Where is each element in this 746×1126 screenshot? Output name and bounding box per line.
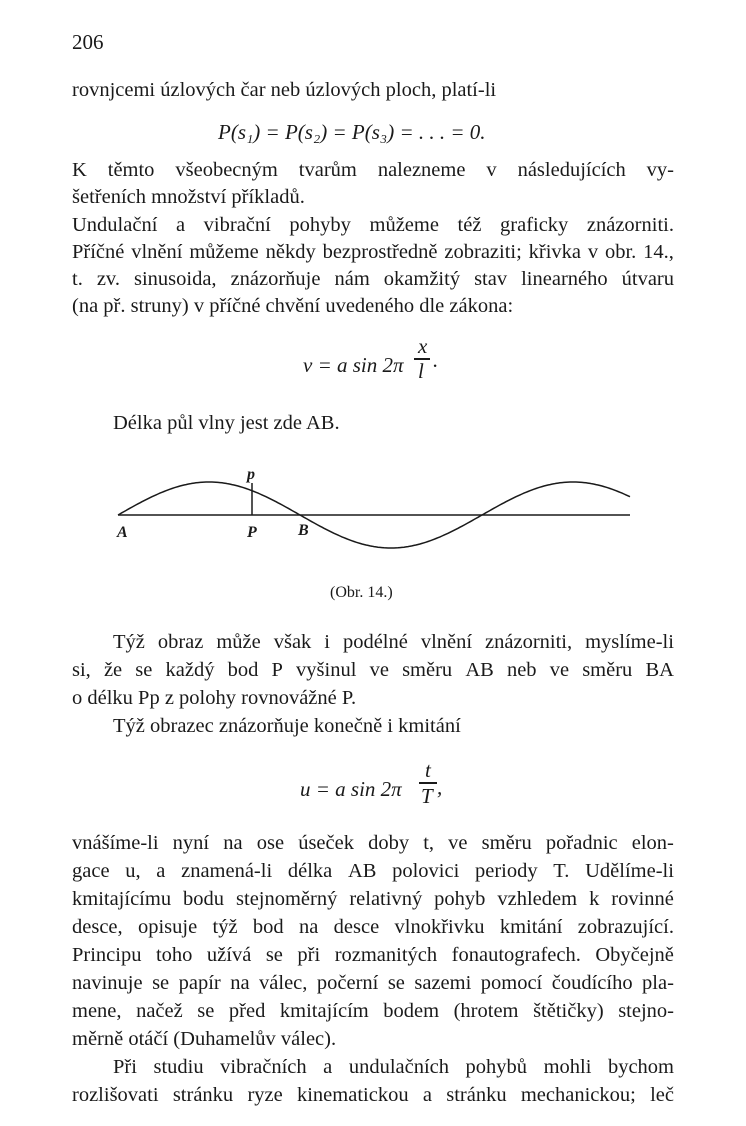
text-line-8: Délka půl vlny jest zde AB. (113, 412, 340, 434)
equation-3-numerator: t (425, 758, 431, 782)
text-line-3: šetřeních množství příkladů. (72, 186, 305, 208)
text-line-5: Příčné vlnění můžeme někdy bezprostředně zobraziti; křivka v obr. 14., (72, 241, 674, 263)
page-number: 206 (72, 30, 104, 54)
text-line-4: Undulační a vibrační pohyby můžeme též graficky znázorniti. (72, 214, 674, 236)
figure-label-P: P (247, 524, 257, 541)
equation-3-lhs: u = a sin 2π (300, 777, 402, 801)
text-line-12: Týž obrazec znázorňuje konečně i kmitání (113, 715, 461, 737)
text-line-16: desce, opisuje týž bod na desce vlnokřivku kmitání zobrazující. (72, 916, 674, 938)
equation-2-denominator: l (418, 359, 424, 383)
equation-3-denominator: T (421, 784, 433, 808)
text-line-20: měrně otáčí (Duhamelův válec). (72, 1028, 337, 1050)
text-line-1: rovnjcemi úzlových čar neb úzlových ploch, platí-li (72, 79, 497, 101)
text-line-9: Týž obraz může však i podélné vlnění znázorniti, myslíme-li (113, 631, 674, 653)
equation-2-end: . (433, 348, 439, 372)
figure-label-A: A (117, 524, 128, 541)
text-line-13: vnášíme-li nyní na ose úseček doby t, ve směru pořadnic elon- (72, 832, 674, 854)
text-line-10: si, že se každý bod P vyšinul ve směru AB neb ve směru BA (72, 659, 674, 681)
text-line-21: Při studiu vibračních a undulačních pohybů mohli bychom (113, 1056, 674, 1078)
figure-label-p: p (247, 466, 255, 483)
text-line-6: t. zv. sinusoida, znázorňuje nám okamžitý stav linearného útvaru (72, 268, 674, 290)
equation-2-lhs: v = a sin 2π (303, 353, 404, 377)
figure-label-B: B (298, 522, 309, 539)
text-line-7: (na př. struny) v příčné chvění uvedeného dle zákona: (72, 295, 514, 317)
equation-2-numerator: x (418, 334, 428, 358)
text-line-18: navinuje se papír na válec, počerní se sazemi pomocí čoudícího pla- (72, 972, 674, 994)
text-line-17: Principu toho užívá se při rozmanitých fonautografech. Obyčejně (72, 944, 674, 966)
equation-3-end: , (437, 775, 443, 799)
equation-1: P(s₁) = P(s₂) = P(s₃) = . . . = 0. (218, 120, 486, 144)
text-line-19: mene, načež se před kmitajícím bodem (hrotem štětičky) stejno- (72, 1000, 674, 1022)
text-line-11: o délku Pp z polohy rovnovážné P. (72, 687, 357, 709)
figure-sinusoid (0, 465, 746, 575)
figure-caption: (Obr. 14.) (330, 584, 393, 601)
text-line-14: gace u, a znamená-li délka AB polovici periody T. Udělíme-li (72, 860, 674, 882)
text-line-15: kmitajícímu bodu stejnoměrný relativný pohyb vzhledem k rovinné (72, 888, 674, 910)
text-line-2: K těmto všeobecným tvarům nalezneme v následujících vy- (72, 159, 674, 181)
text-line-22: rozlišovati stránku ryze kinematickou a stránku mechanickou; leč (72, 1084, 674, 1106)
